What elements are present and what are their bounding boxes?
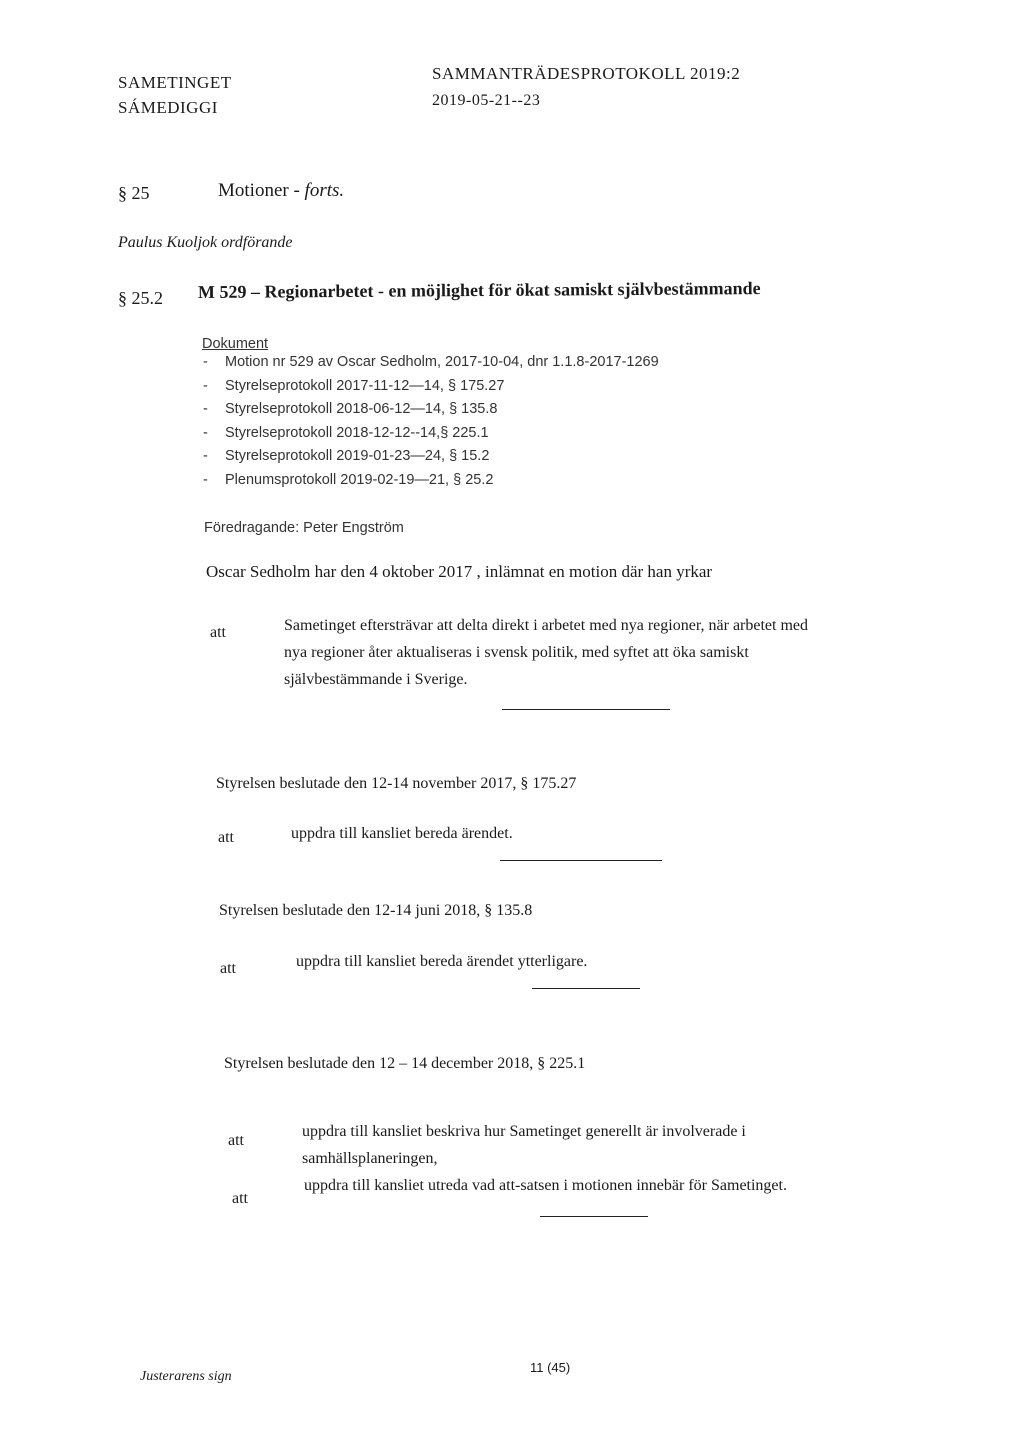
divider xyxy=(532,988,640,989)
motion-claim: Sametinget eftersträvar att delta direkt i arbetet med nya regioner, när arbetet med nya regioner åter aktualiseras i svensk politik, med syftet att öka samiskt självbestämmande i Sverige. xyxy=(284,617,809,688)
decision-text: uppdra till kansliet utreda vad att-satsen i motionen innebär för Sametinget. xyxy=(304,1177,787,1194)
att-label: att xyxy=(220,960,236,977)
protocol-dates: 2019-05-21--23 xyxy=(432,92,541,109)
org-name-sami: SÁMEDIGGI xyxy=(118,98,218,117)
decision-text: uppdra till kansliet bereda ärendet. xyxy=(291,825,513,842)
documents-list xyxy=(203,354,659,495)
subsection-number: § 25.2 xyxy=(118,288,163,308)
list-item: - Motion nr 529 av Oscar Sedholm, 2017-10-04, dnr 1.1.8-2017-1269 xyxy=(203,354,659,370)
att-label: att xyxy=(232,1190,248,1207)
documents-heading: Dokument xyxy=(202,336,269,352)
motion-intro: Oscar Sedholm har den 4 oktober 2017 , inlämnat en motion där han yrkar xyxy=(206,562,713,581)
list-item: - Styrelseprotokoll 2017-11-12—14, § 175.27 xyxy=(203,377,505,394)
protocol-title: SAMMANTRÄDESPROTOKOLL 2019:2 xyxy=(432,64,741,83)
presenter: Föredragande: Peter Engström xyxy=(204,520,404,536)
att-label: att xyxy=(228,1132,244,1149)
chairperson: Paulus Kuoljok ordförande xyxy=(118,234,293,251)
list-item: - Plenumsprotokoll 2019-02-19—21, § 25.2 xyxy=(203,471,494,488)
page-number: 11 (45) xyxy=(530,1360,571,1375)
att-label: att xyxy=(218,829,234,846)
list-item: - Styrelseprotokoll 2018-06-12—14, § 135.8 xyxy=(203,401,498,417)
section-title: Motioner - forts. xyxy=(218,180,345,201)
decision-heading: Styrelsen beslutade den 12-14 november 2017, § 175.27 xyxy=(216,775,577,792)
section-number: § 25 xyxy=(118,183,150,203)
subsection-title: M 529 – Regionarbetet - en möjlighet för ökat samiskt självbestämmande xyxy=(197,278,761,302)
divider xyxy=(540,1216,648,1217)
decision-heading: Styrelsen beslutade den 12 – 14 december 2018, § 225.1 xyxy=(224,1055,586,1072)
decision-heading: Styrelsen beslutade den 12-14 juni 2018, § 135.8 xyxy=(219,902,533,919)
signature-label: Justerarens sign xyxy=(140,1369,232,1384)
divider xyxy=(502,709,670,710)
att-label: att xyxy=(210,624,226,641)
org-name-swedish: SAMETINGET xyxy=(118,73,232,92)
decision-text: uppdra till kansliet beskriva hur Sametinget generellt är involverade i samhällsplaneringen, xyxy=(302,1123,746,1167)
list-item: - Styrelseprotokoll 2018-12-12--14,§ 225.1 xyxy=(203,424,489,441)
divider xyxy=(500,860,662,861)
list-item: - Styrelseprotokoll 2019-01-23—24, § 15.2 xyxy=(203,448,490,464)
decision-text: uppdra till kansliet bereda ärendet ytterligare. xyxy=(296,953,588,970)
